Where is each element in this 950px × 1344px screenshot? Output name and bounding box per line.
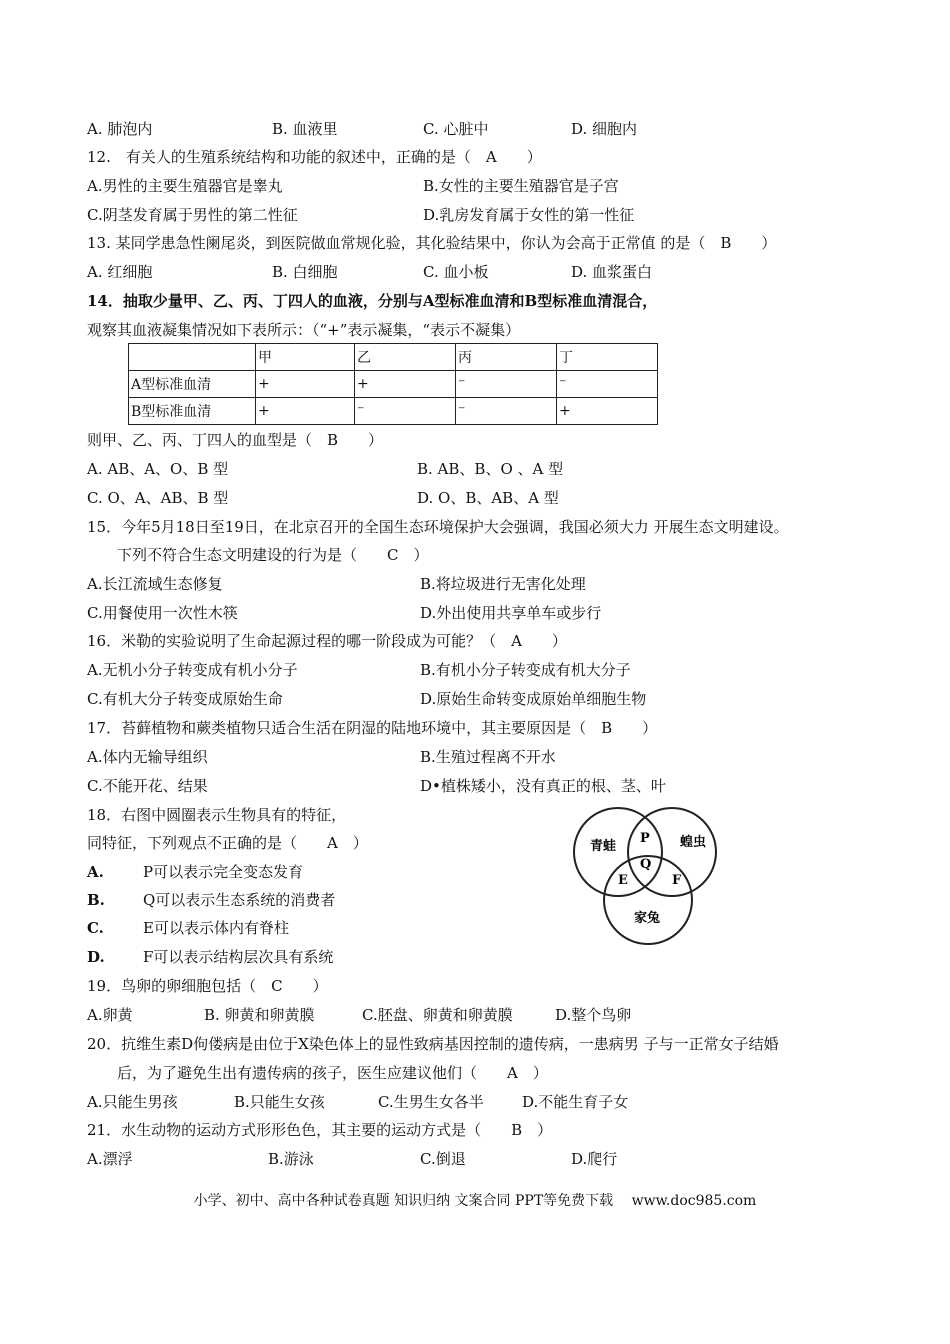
venn-label-f: F — [672, 873, 682, 888]
q11-option-d: D. 细胞内 — [571, 120, 638, 138]
q17-option-b: B.生殖过程离不开水 — [420, 748, 556, 766]
q21-option-a: A.漂浮 — [87, 1150, 133, 1168]
q18-option-d-letter: D. — [87, 948, 105, 966]
q20-stem: 20．抗维生素D佝偻病是由位于X染色体上的显性致病基因控制的遗传病，一患病男 子与一正常女子结婚 — [87, 1035, 779, 1053]
q19-option-b: B. 卵黄和卵黄膜 — [204, 1006, 315, 1024]
q14-question: 则甲、乙、丙、丁四人的血型是（ B ） — [87, 431, 384, 449]
q15-option-c: C.用餐使用一次性木筷 — [87, 604, 238, 622]
venn-label-locust: 蝗虫 — [680, 835, 707, 850]
table-cell: + — [355, 371, 456, 398]
q20-option-b: B.只能生女孩 — [234, 1093, 325, 1111]
table-row — [129, 371, 658, 398]
table-header-cell: 丙 — [456, 344, 557, 371]
q14-option-b: B. AB、B、O 、A 型 — [417, 460, 564, 478]
q20-option-d: D.不能生育子女 — [522, 1093, 629, 1111]
q14-stem-2: 观察其血液凝集情况如下表所示：（“+”表示凝集，“表示不凝集） — [87, 321, 521, 339]
q18-option-b-letter: B. — [87, 891, 105, 909]
q11-option-b: B. 血液里 — [272, 120, 338, 138]
q15-option-d: D.外出使用共享单车或步行 — [420, 604, 602, 622]
page-footer: 小学、初中、高中各种试卷真题 知识归纳 文案合同 PPT等免费下载 www.doc985.com — [193, 1193, 757, 1209]
q21-stem: 21．水生动物的运动方式形形色色，其主要的运动方式是（ B ） — [87, 1121, 553, 1139]
q14-stem: 14．抽取少量甲、乙、丙、丁四人的血液，分别与A型标准血清和B型标准血清混合， — [87, 292, 658, 310]
table-cell: ⁻ — [557, 371, 658, 398]
q19-stem: 19．鸟卵的卵细胞包括（ C ） — [87, 977, 328, 995]
q17-stem: 17．苔藓植物和蕨类植物只适合生活在阴湿的陆地环境中，其主要原因是（ B ） — [87, 719, 658, 737]
q17-option-c: C.不能开花、结果 — [87, 777, 208, 795]
table-header-cell: 甲 — [256, 344, 355, 371]
q18-option-c-letter: C. — [87, 919, 104, 937]
venn-label-p: P — [640, 831, 650, 846]
table-header-cell — [129, 344, 256, 371]
table-cell: A型标准血清 — [129, 371, 256, 398]
q14-option-c: C. O、A、AB、B 型 — [87, 489, 229, 507]
venn-label-frog: 青蛙 — [590, 839, 617, 854]
q15-option-b: B.将垃圾进行无害化处理 — [420, 575, 586, 593]
q20-stem-2: 后，为了避免生出有遗传病的孩子，医生应建议他们（ A ） — [117, 1064, 548, 1082]
q13-option-d: D. 血浆蛋白 — [571, 263, 653, 281]
q13-option-b: B. 白细胞 — [272, 263, 338, 281]
venn-label-rabbit: 家兔 — [634, 911, 661, 926]
q18-stem-2: 同特征，下列观点不正确的是（ A ） — [87, 834, 368, 852]
q16-stem: 16．米勒的实验说明了生命起源过程的哪一阶段成为可能？（ A ） — [87, 632, 567, 650]
q12-stem: 12. 有关人的生殖系统结构和功能的叙述中，正确的是（ A ） — [87, 148, 542, 166]
table-header-cell: 乙 — [355, 344, 456, 371]
q18-option-a-letter: A. — [87, 863, 104, 881]
q15-stem: 15．今年5月18日至19日，在北京召开的全国生态环境保护大会强调，我国必须大力 开展生态文明建设。 — [87, 518, 789, 536]
venn-label-q: Q — [640, 857, 652, 872]
q11-option-c: C. 心脏中 — [423, 120, 489, 138]
q21-option-b: B.游泳 — [268, 1150, 314, 1168]
q18-option-c-text: E可以表示体内有脊柱 — [143, 919, 289, 937]
table-row — [129, 398, 658, 425]
q13-stem: 13. 某同学患急性阑尾炎，到医院做血常规化验，其化验结果中，你认为会高于正常值 的是（ B ） — [87, 234, 777, 252]
table-cell: + — [557, 398, 658, 425]
q19-option-a: A.卵黄 — [87, 1006, 133, 1024]
q12-option-d: D.乳房发育属于女性的第一性征 — [423, 206, 635, 224]
q13-option-a: A. 红细胞 — [87, 263, 153, 281]
q12-option-a: A.男性的主要生殖器官是睾丸 — [87, 177, 283, 195]
q14-option-a: A. AB、A、O、B 型 — [87, 460, 229, 478]
table-cell: ⁻ — [456, 398, 557, 425]
q21-option-c: C.倒退 — [420, 1150, 466, 1168]
q21-option-d: D.爬行 — [571, 1150, 618, 1168]
q19-option-c: C.胚盘、卵黄和卵黄膜 — [362, 1006, 513, 1024]
q20-option-c: C.生男生女各半 — [378, 1093, 484, 1111]
table-cell: + — [256, 371, 355, 398]
q14-option-d: D. O、B、AB、A 型 — [417, 489, 559, 507]
q12-option-b: B.女性的主要生殖器官是子宫 — [423, 177, 619, 195]
q19-option-d: D.整个鸟卵 — [555, 1006, 632, 1024]
q18-option-d-text: F可以表示结构层次具有系统 — [143, 948, 334, 966]
q16-option-b: B.有机小分子转变成有机大分子 — [420, 661, 631, 679]
table-header-row — [129, 344, 658, 371]
q15-stem-2: 下列不符合生态文明建设的行为是（ C ） — [117, 546, 429, 564]
q13-option-c: C. 血小板 — [423, 263, 489, 281]
blood-type-table — [128, 343, 658, 425]
q15-option-a: A.长江流域生态修复 — [87, 575, 223, 593]
venn-diagram — [560, 800, 730, 950]
table-cell: B型标准血清 — [129, 398, 256, 425]
table-cell: ⁻ — [355, 398, 456, 425]
q16-option-d: D.原始生命转变成原始单细胞生物 — [420, 690, 647, 708]
venn-label-e: E — [618, 873, 628, 888]
q18-option-a-text: P可以表示完全变态发育 — [143, 863, 304, 881]
q18-stem: 18．右图中圆圈表示生物具有的特征， — [87, 806, 347, 824]
q16-option-c: C.有机大分子转变成原始生命 — [87, 690, 283, 708]
q16-option-a: A.无机小分子转变成有机小分子 — [87, 661, 298, 679]
table-cell: ⁻ — [456, 371, 557, 398]
table-header-cell: 丁 — [557, 344, 658, 371]
q17-option-a: A.体内无输导组织 — [87, 748, 208, 766]
q17-option-d: D•植株矮小，没有真正的根、茎、叶 — [420, 777, 666, 795]
q12-option-c: C.阴茎发育属于男性的第二性征 — [87, 206, 298, 224]
q20-option-a: A.只能生男孩 — [87, 1093, 178, 1111]
q18-option-b-text: Q可以表示生态系统的消费者 — [143, 891, 336, 909]
table-cell: + — [256, 398, 355, 425]
q11-option-a: A. 肺泡内 — [87, 120, 153, 138]
